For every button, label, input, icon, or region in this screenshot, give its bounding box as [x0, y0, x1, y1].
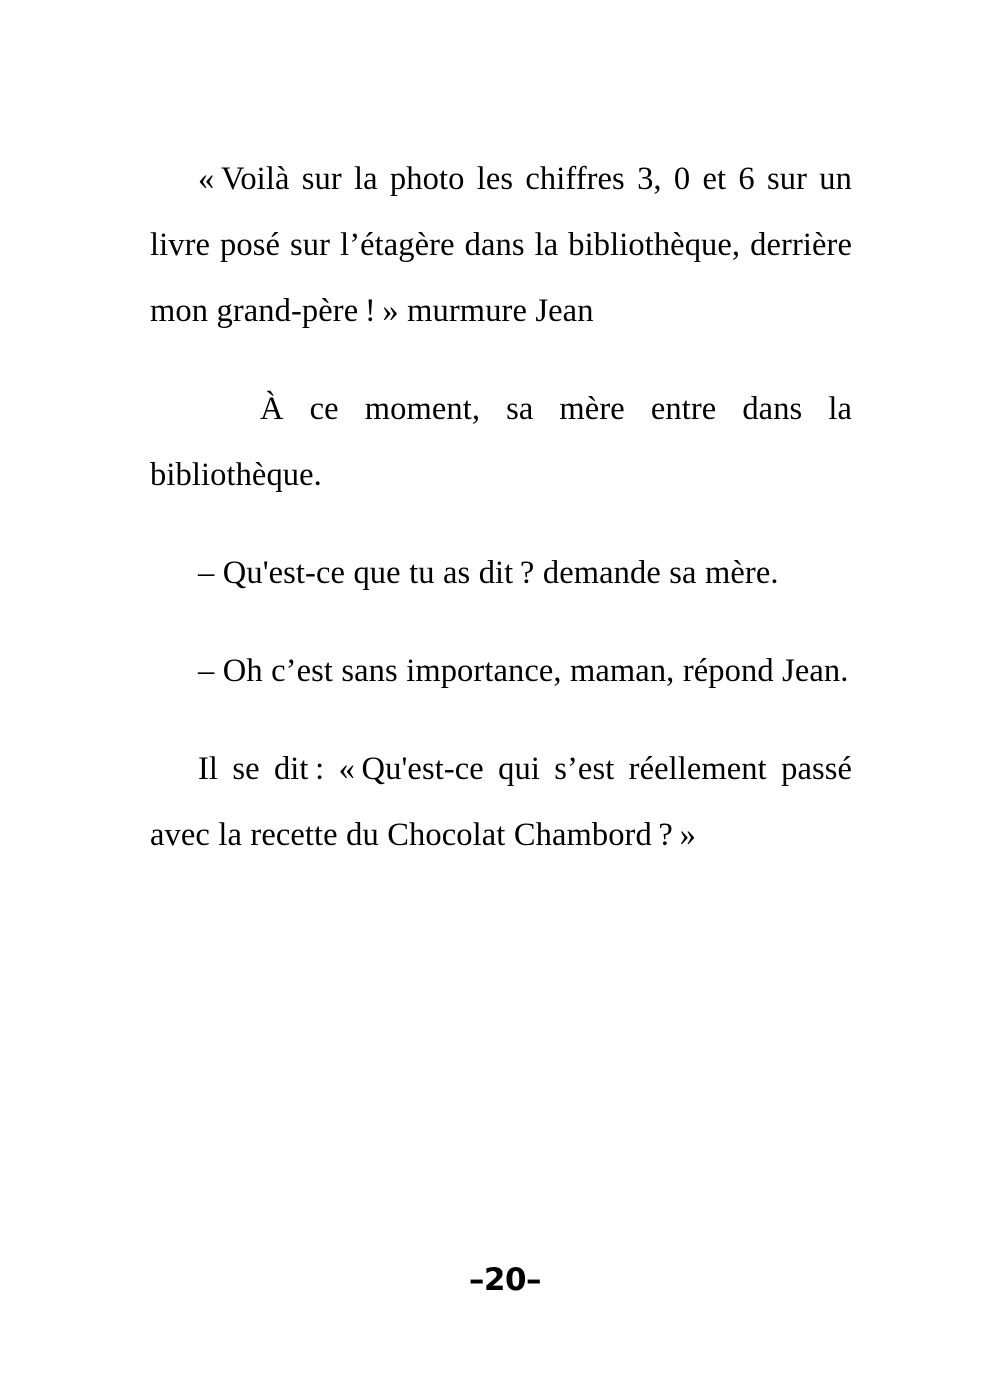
paragraph-3-dialogue-mother: – Qu'est-ce que tu as dit ? demande sa mère. — [198, 555, 779, 591]
paragraph-5: Il se dit : « Qu'est-ce qui s’est réellement passé avec la recette du Chocolat Chambord ? » — [150, 751, 852, 853]
paragraph-2: À ce moment, sa mère entre dans la bibliothèque. — [150, 391, 852, 493]
page-number: –20– — [468, 1262, 542, 1298]
paragraph-4-dialogue-jean: – Oh c’est sans importance, maman, répond Jean. — [198, 653, 849, 689]
paragraph-1: « Voilà sur la photo les chiffres 3, 0 et 6 sur un livre posé sur l’étagère dans la bibliothèque, derrière mon grand-père ! » murmure Jean — [150, 161, 852, 329]
page-text-block — [150, 146, 852, 868]
